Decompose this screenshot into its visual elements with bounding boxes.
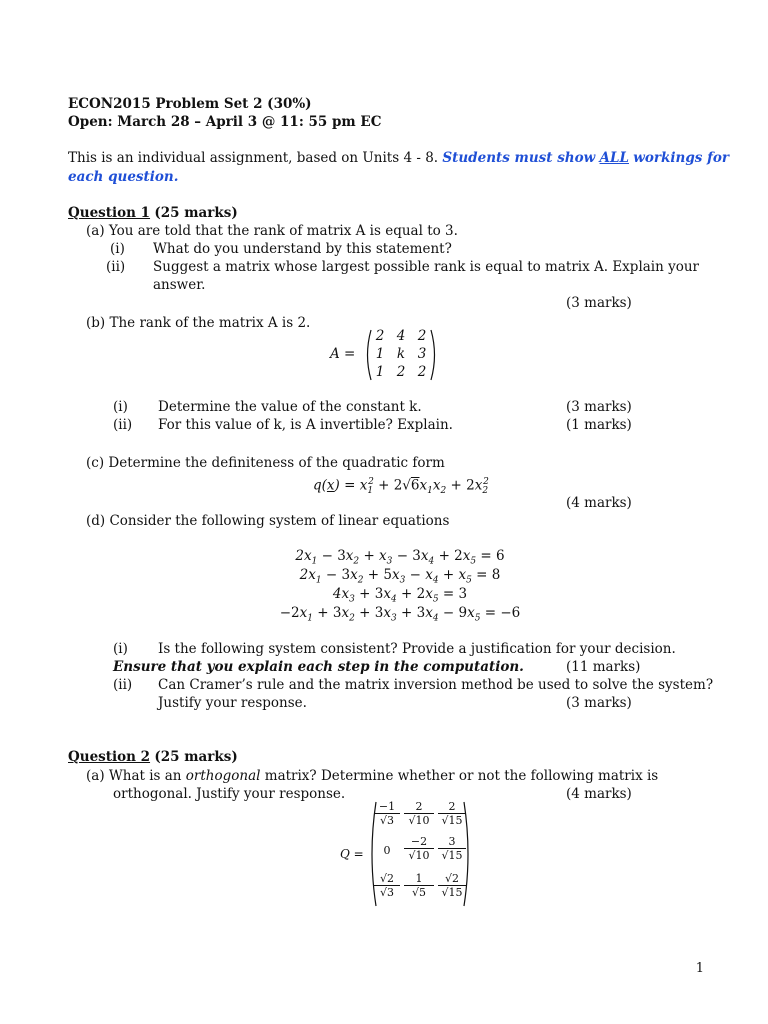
q1-heading-line [68,204,238,222]
q1-b-i: Determine the value of the constant k. [158,399,422,415]
matrix-q-cell: −2 √10 [404,835,434,862]
q1-a-stem: (a) You are told that the rank of matrix A is equal to 3. [86,223,458,239]
matrix-q-cell: 0 [383,844,391,857]
q1-d-ii-line-1: Can Cramer’s rule and the matrix inversion method be used to solve the system? [158,677,714,693]
matrix-q-cell: 2 √10 [404,800,434,827]
matrix-q-cell: 3 √15 [438,835,466,862]
intro-emph-3: each question. [68,169,179,185]
q1-marks: (25 marks) [154,205,238,221]
q2-a-stem-line-1 [86,767,658,785]
q1-b-i-num: (i) [113,399,128,415]
q2-a-marks: (4 marks) [566,786,632,802]
q1-b-ii-num: (ii) [113,417,133,433]
intro-text: This is an individual assignment, based on Units 4 - 8. [68,150,439,166]
q1-b-ii-marks: (1 marks) [566,417,632,433]
q1-a-i: What do you understand by this statement? [153,241,452,257]
q1-d-i-marks: (11 marks) [566,659,641,675]
equation-3: $4x_3 + 3x_4 + 2x_5 = 3$ [332,586,468,605]
matrix-a-cell: 2 [417,328,427,344]
matrix-a-cell: 1 [375,346,385,362]
q2-a-stem-line-2: orthogonal. Justify your response. [113,786,346,802]
q1-d-ii-num: (ii) [113,677,133,693]
q1-d-i-num: (i) [113,641,128,657]
q1-b-stem: (b) The rank of the matrix A is 2. [86,315,311,331]
matrix-a-cell: 1 [375,364,385,380]
matrix-q-cell: 1 √5 [404,872,434,899]
document-title: ECON2015 Problem Set 2 (30%) [68,96,312,112]
q1-a-ii-line-1: Suggest a matrix whose largest possible rank is equal to matrix A. Explain your [153,259,700,275]
intro-emph-2: workings for [633,150,729,166]
matrix-a [364,328,438,382]
q1-heading: Question 1 [68,205,151,221]
q1-a-i-num: (i) [110,241,125,257]
q2-a-stem-italic: orthogonal [185,768,261,784]
intro-emph-all: ALL [599,150,629,166]
intro-emph-1: Students must show [442,150,596,166]
q2-heading: Question 2 [68,749,151,765]
q1-d-i: Is the following system consistent? Provide a justification for your decision. [158,641,676,657]
open-dates: Open: March 28 – April 3 @ 11: 55 pm EC [68,114,382,130]
q1-c-stem: (c) Determine the definiteness of the quadratic form [86,455,445,471]
matrix-q-cells [368,800,472,908]
q1-a-ii-line-2: answer. [153,277,206,293]
q1-d-ii-marks: (3 marks) [566,695,632,711]
matrix-a-cell: 2 [396,364,406,380]
matrix-q-cell: √2 √3 [374,872,400,899]
q1-b-ii: For this value of k, is A invertible? Explain. [158,417,453,433]
quadratic-form-equation: $q(x) = x_1^2 + 2√6x_1x_2 + 2x_2^2$ [313,477,489,497]
matrix-q-cell: 2 √15 [438,800,466,827]
equation-4: $-2x_1 + 3x_2 + 3x_3 + 3x_4 - 9x_5 = -6$ [279,605,521,624]
matrix-a-cell: 2 [375,328,385,344]
q1-a-marks: (3 marks) [566,295,632,311]
q2-heading-line [68,748,238,766]
equation-1: $2x_1 - 3x_2 + x_3 - 3x_4 + 2x_5 = 6$ [295,548,505,567]
matrix-a-cell: 2 [417,364,427,380]
matrix-q-label: Q = [340,847,364,861]
matrix-q-cell: √2 √15 [438,872,466,899]
equation-2: $2x_1 - 3x_2 + 5x_3 - x_4 + x_5 = 8$ [299,567,501,586]
q1-d-i-emphasis: Ensure that you explain each step in the computation. [113,659,524,675]
matrix-a-cell: k [396,346,406,362]
matrix-a-cell: 3 [417,346,427,362]
q1-a-ii-num: (ii) [106,259,126,275]
q1-d-ii-line-2: Justify your response. [158,695,307,711]
q2-marks: (25 marks) [154,749,238,765]
q1-b-i-marks: (3 marks) [566,399,632,415]
matrix-a-cell: 4 [396,328,406,344]
matrix-q [368,800,472,908]
q1-d-stem: (d) Consider the following system of linear equations [86,513,450,529]
q1-c-marks: (4 marks) [566,495,632,511]
intro-line-1 [68,149,729,167]
matrix-q-cell: −1 √3 [374,800,400,827]
q2-a-stem-part-1: (a) What is an [86,768,182,784]
matrix-a-label: A = [330,346,356,362]
q2-a-stem-part-2: matrix? Determine whether or not the following matrix is [264,768,659,784]
page-number: 1 [695,961,704,976]
